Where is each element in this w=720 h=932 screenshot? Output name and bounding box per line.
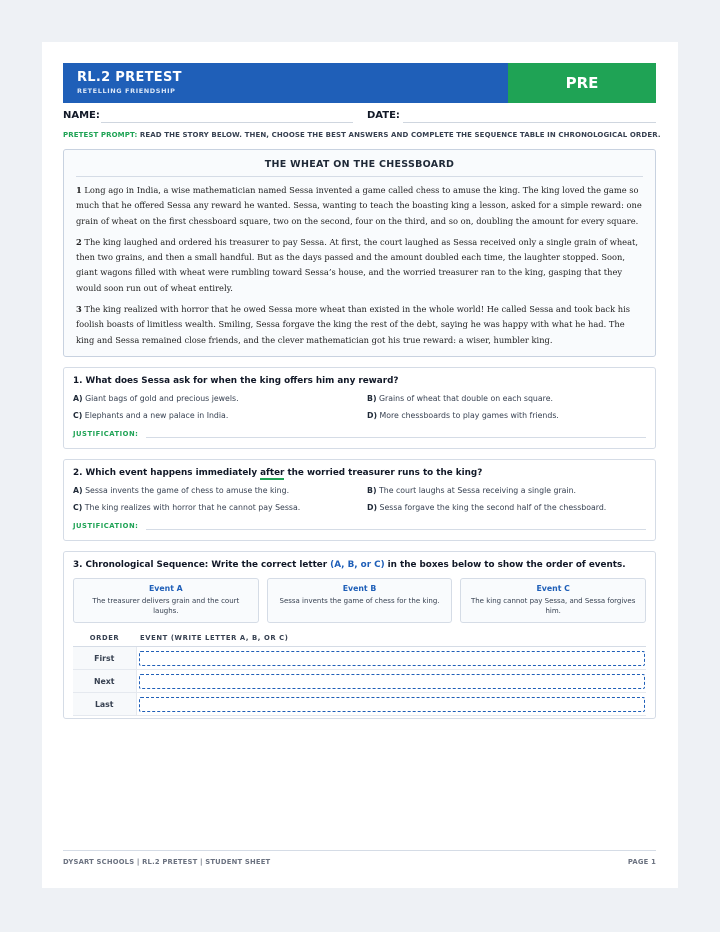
column-header-event: EVENT (WRITE LETTER A, B, OR C) [136,631,646,647]
question-text-start: 3. Chronological Sequence: Write the correct letter [73,560,331,570]
prompt-tag: PRETEST PROMPT: [63,131,138,139]
page-subtitle: RETELLING FRIENDSHIP [77,87,176,95]
question-text [73,560,646,570]
answer-box-first[interactable] [139,651,646,666]
option-letter: B) [367,486,377,495]
justification-field[interactable] [146,429,646,438]
question-text-start: 2. Which event happens immediately [73,468,261,478]
option-letter: D) [367,411,378,420]
order-label: Next [73,670,136,693]
table-row [73,670,646,693]
page-footer [63,850,656,866]
event-card-c [460,578,646,623]
question-text: 1. What does Sessa ask for when the king offers him any reward? [73,376,399,386]
answer-cell [136,670,646,693]
event-card-a [73,578,259,623]
option-c[interactable] [73,503,367,512]
answer-cell [136,647,646,670]
justification-row [73,429,646,438]
event-description: The king cannot pay Sessa, and Sessa forgives him. [470,597,636,615]
option-text: Giant bags of gold and precious jewels. [82,394,239,403]
option-letter: D) [367,503,378,512]
option-text: The king realizes with horror that he cannot pay Sessa. [82,503,301,512]
paragraph-text: The king realized with horror that he owed Sessa more wheat than existed in the whole world! He called Sessa and took back his foolish boasts of limitless wealth. Smiling, Sessa forgave the king the rest of the debt, saying he was happy with what he had. The king and Sessa remained close friends, and the clever mathematician got his true reward: a wiser, humbler king. [76,304,630,345]
answer-box-last[interactable] [139,697,646,712]
option-letter: C) [73,503,83,512]
table-header-row [73,631,646,647]
date-label: DATE: [367,110,400,121]
event-description: Sessa invents the game of chess for the king. [279,597,440,605]
event-name: Event B [342,584,377,593]
option-d[interactable] [367,503,657,512]
option-b[interactable] [367,394,657,403]
story-paragraph [76,302,643,348]
pretest-prompt [63,131,661,139]
story-box [63,149,656,357]
option-b[interactable] [367,486,657,495]
option-text: More chessboards to play games with friends. [377,411,559,420]
name-field[interactable] [101,122,353,123]
option-text: Sessa forgave the king the second half of the chessboard. [377,503,607,512]
question-3 [63,551,656,719]
name-label: NAME: [63,110,100,121]
justification-label: JUSTIFICATION: [73,522,139,530]
paragraph-number: 1 [76,185,82,195]
order-label: First [73,647,136,670]
event-description: The treasurer delivers grain and the court laughs. [92,597,240,615]
paragraph-text: The king laughed and ordered his treasurer to pay Sessa. At first, the court laughed as Sessa received only a single grain of wheat, then two grains, and then a small handful. But as the days passed and the amount doubled each time, the laughter stopped. Soon, giant wagons filled with wheat were rumbling toward Sessa’s house, and the worried treasurer ran to the king, gasping that they would soon run out of wheat entirely. [76,236,638,293]
story-paragraph [76,183,643,229]
story-title: THE WHEAT ON THE CHESSBOARD [76,159,643,177]
answer-cell [136,693,646,716]
option-text: Elephants and a new palace in India. [82,411,229,420]
question-emphasis: (A, B, or C) [330,560,385,570]
justification-field[interactable] [146,521,646,530]
header-title-block [63,63,508,103]
prompt-text: READ THE STORY BELOW. THEN, CHOOSE THE BEST ANSWERS AND COMPLETE THE SEQUENCE TABLE IN CHRONOLOGICAL ORDER. [137,131,661,139]
justification-row [73,521,646,530]
option-d[interactable] [367,411,657,420]
question-2 [63,459,656,541]
sequence-table [73,631,646,716]
answer-options [73,486,646,512]
table-row [73,647,646,670]
order-label: Last [73,693,136,716]
answer-options [73,394,646,420]
event-cards [73,578,646,623]
option-letter: A) [73,486,83,495]
option-letter: C) [73,411,83,420]
event-card-b [267,578,453,623]
event-name: Event C [536,584,570,593]
date-field[interactable] [403,122,656,123]
question-text [73,468,646,478]
question-text-end: in the boxes below to show the order of events. [384,560,626,570]
option-letter: A) [73,394,83,403]
justification-label: JUSTIFICATION: [73,430,139,438]
option-letter: B) [367,394,377,403]
header-banner [63,63,656,103]
answer-box-next[interactable] [139,674,646,689]
question-emphasis: after [260,468,285,478]
page-number: PAGE 1 [627,858,656,866]
option-text: Grains of wheat that double on each square. [376,394,553,403]
column-header-order: ORDER [73,631,136,647]
table-row [73,693,646,716]
option-a[interactable] [73,486,367,495]
paragraph-number: 3 [76,304,82,315]
story-paragraph [76,235,643,296]
question-1 [63,367,656,449]
event-name: Event A [148,584,183,593]
page-title: RL.2 PRETEST [77,70,182,85]
option-c[interactable] [73,411,367,420]
paragraph-text: Long ago in India, a wise mathematician named Sessa invented a game called chess to amuse the king. The king loved the game so much that he offered Sessa any reward he wanted. Sessa, wanting to teach the boasting king a lesson, asked for a simple reward: one grain of wheat on the first chessboard square, two on the second, four on the third, and so on, doubling the amount for every square. [76,185,642,226]
paragraph-number: 2 [76,236,82,247]
option-text: The court laughs at Sessa receiving a single grain. [376,486,577,495]
worksheet-page [42,42,678,888]
name-date-row [63,110,656,124]
pretest-badge: PRE [508,63,656,103]
option-text: Sessa invents the game of chess to amuse the king. [82,486,290,495]
question-text-end: the worried treasurer runs to the king? [284,468,483,478]
footer-text: DYSART SCHOOLS | RL.2 PRETEST | STUDENT SHEET [63,858,271,866]
option-a[interactable] [73,394,367,403]
